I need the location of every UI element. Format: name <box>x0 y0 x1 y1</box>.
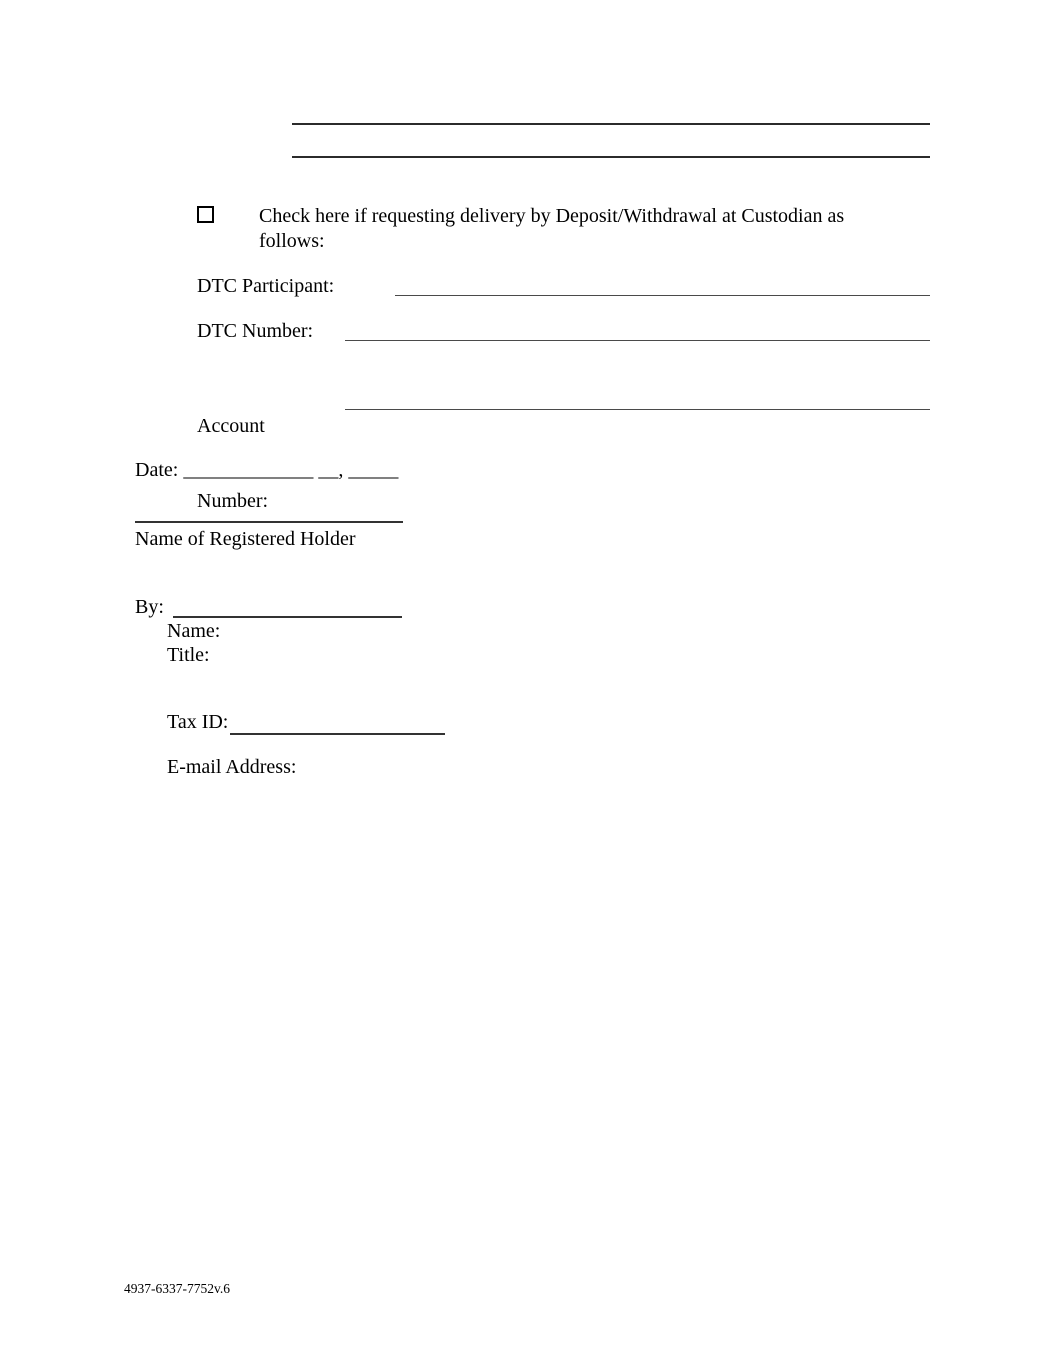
account-number-label-line2: Number: <box>197 490 269 512</box>
signer-name-label: Name: <box>167 620 221 642</box>
dtc-number-input-line[interactable] <box>345 340 930 341</box>
by-label: By: <box>135 596 164 618</box>
date-label: Date: <box>135 459 179 481</box>
account-number-label-line1: Account <box>197 415 265 437</box>
registered-holder-caption: Name of Registered Holder <box>135 528 356 550</box>
blank-write-in-line-1[interactable] <box>292 123 930 125</box>
dwac-request-checkbox[interactable] <box>197 206 214 223</box>
tax-id-input-line[interactable] <box>230 733 445 735</box>
dtc-number-label: DTC Number: <box>197 320 314 342</box>
date-row <box>135 458 398 483</box>
signer-title-label: Title: <box>167 644 210 666</box>
registered-holder-signature-line[interactable] <box>135 521 403 523</box>
document-control-number: 4937-6337-7752v.6 <box>124 1281 230 1296</box>
date-blank-segments[interactable]: _____________ __, _____ <box>178 459 399 481</box>
dtc-participant-input-line[interactable] <box>395 295 930 296</box>
blank-write-in-line-2[interactable] <box>292 156 930 158</box>
email-address-label: E-mail Address: <box>167 756 297 778</box>
by-signature-line[interactable] <box>173 616 402 618</box>
account-number-input-line[interactable] <box>345 409 930 410</box>
tax-id-label: Tax ID: <box>167 711 229 733</box>
dwac-checkbox-label: Check here if requesting delivery by Deposit/Withdrawal at Custodian as follows: <box>259 205 845 252</box>
dtc-participant-label: DTC Participant: <box>197 275 335 297</box>
